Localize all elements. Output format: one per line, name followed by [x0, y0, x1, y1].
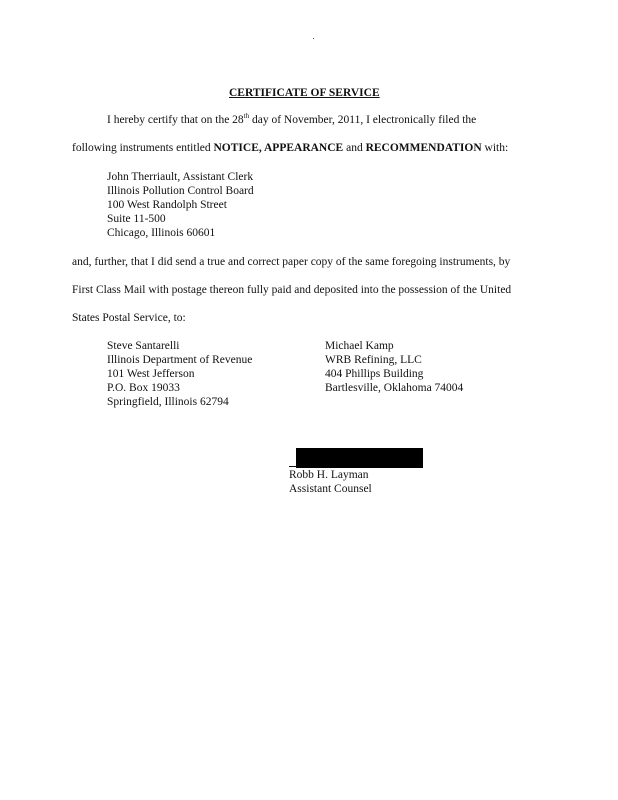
instruments-notice-appearance: NOTICE, APPEARANCE	[213, 142, 344, 154]
service-line-2: First Class Mail with postage thereon fully paid and deposited into the possession of the United	[72, 284, 512, 296]
certification-line-2	[72, 141, 508, 155]
recipient-right-name: Michael Kamp	[325, 340, 394, 352]
instruments-suffix: with:	[481, 142, 509, 154]
ordinal-suffix: th	[243, 112, 250, 121]
signature-redaction	[296, 448, 423, 468]
certification-suffix: day of November, 2011, I electronically filed the	[249, 114, 477, 126]
instruments-recommendation: RECOMMENDATION	[365, 142, 482, 154]
addressee-street: 100 West Randolph Street	[107, 199, 227, 211]
certification-prefix: I hereby certify that on the 28	[107, 114, 244, 126]
recipient-left-org: Illinois Department of Revenue	[107, 354, 253, 366]
scan-speck	[313, 38, 314, 39]
recipient-left-city: Springfield, Illinois 62794	[107, 396, 229, 408]
certification-line-1	[107, 113, 476, 127]
service-line-1: and, further, that I did send a true and correct paper copy of the same foregoing instruments, by	[72, 256, 511, 268]
instruments-prefix: following instruments entitled	[72, 142, 214, 154]
recipient-left-box: P.O. Box 19033	[107, 382, 180, 394]
signature-line	[289, 466, 297, 467]
addressee-city: Chicago, Illinois 60601	[107, 227, 216, 239]
service-line-3: States Postal Service, to:	[72, 312, 186, 324]
document-title: CERTIFICATE OF SERVICE	[229, 87, 380, 99]
signer-title: Assistant Counsel	[289, 483, 372, 495]
addressee-name: John Therriault, Assistant Clerk	[107, 171, 254, 183]
addressee-suite: Suite 11-500	[107, 213, 166, 225]
recipient-right-street: 404 Phillips Building	[325, 368, 424, 380]
recipient-right-org: WRB Refining, LLC	[325, 354, 422, 366]
instruments-and: and	[343, 142, 366, 154]
recipient-left-street: 101 West Jefferson	[107, 368, 195, 380]
recipient-right-city: Bartlesville, Oklahoma 74004	[325, 382, 464, 394]
addressee-org: Illinois Pollution Control Board	[107, 185, 254, 197]
signer-name: Robb H. Layman	[289, 469, 369, 481]
recipient-left-name: Steve Santarelli	[107, 340, 180, 352]
